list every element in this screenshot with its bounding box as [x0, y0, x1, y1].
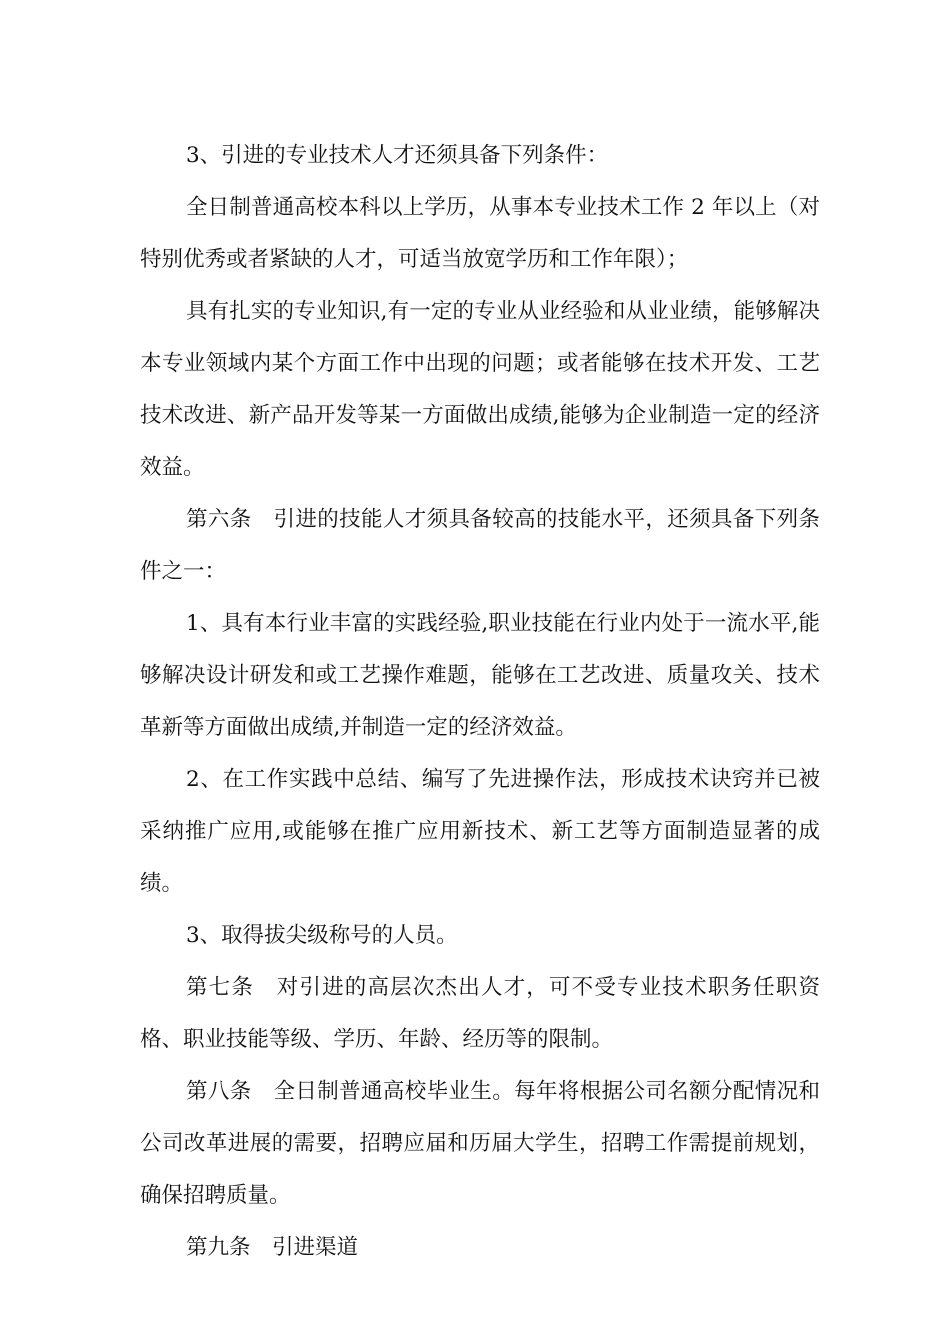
paragraph-article-6: 第六条 引进的技能人才须具备较高的技能水平，还须具备下列条件之一： [140, 507, 820, 584]
paragraph-article-7: 第七条 对引进的高层次杰出人才，可不受专业技术职务任职资格、职业技能等级、学历、年龄、经历等的限制。 [140, 975, 820, 1052]
paragraph-knowledge-requirement: 具有扎实的专业知识,有一定的专业从业经验和从业业绩，能够解决本专业领域内某个方面工作中出现的问题；或者能够在技术开发、工艺技术改进、新产品开发等某一方面做出成绩,能够为企业制造一定的经济效益。 [140, 299, 820, 480]
document-body [140, 130, 820, 1274]
paragraph-article-6-item-3: 3、取得拔尖级称号的人员。 [186, 923, 458, 948]
paragraph-article-6-item-2: 2、在工作实践中总结、编写了先进操作法，形成技术诀窍并已被采纳推广应用,或能够在推广应用新技术、新工艺等方面制造显著的成绩。 [140, 767, 820, 896]
paragraph-item-3-conditions: 3、引进的专业技术人才还须具备下列条件： [186, 143, 609, 168]
paragraph-education-requirement: 全日制普通高校本科以上学历，从事本专业技术工作 2 年以上（对特别优秀或者紧缺的人才，可适当放宽学历和工作年限）； [140, 195, 820, 272]
paragraph-article-9: 第九条 引进渠道 [186, 1235, 359, 1260]
paragraph-article-6-item-1: 1、具有本行业丰富的实践经验,职业技能在行业内处于一流水平,能够解决设计研发和或工艺操作难题，能够在工艺改进、质量攻关、技术革新等方面做出成绩,并制造一定的经济效益。 [140, 611, 820, 740]
paragraph-article-8: 第八条 全日制普通高校毕业生。每年将根据公司名额分配情况和公司改革进展的需要，招聘应届和历届大学生，招聘工作需提前规划，确保招聘质量。 [140, 1079, 820, 1208]
